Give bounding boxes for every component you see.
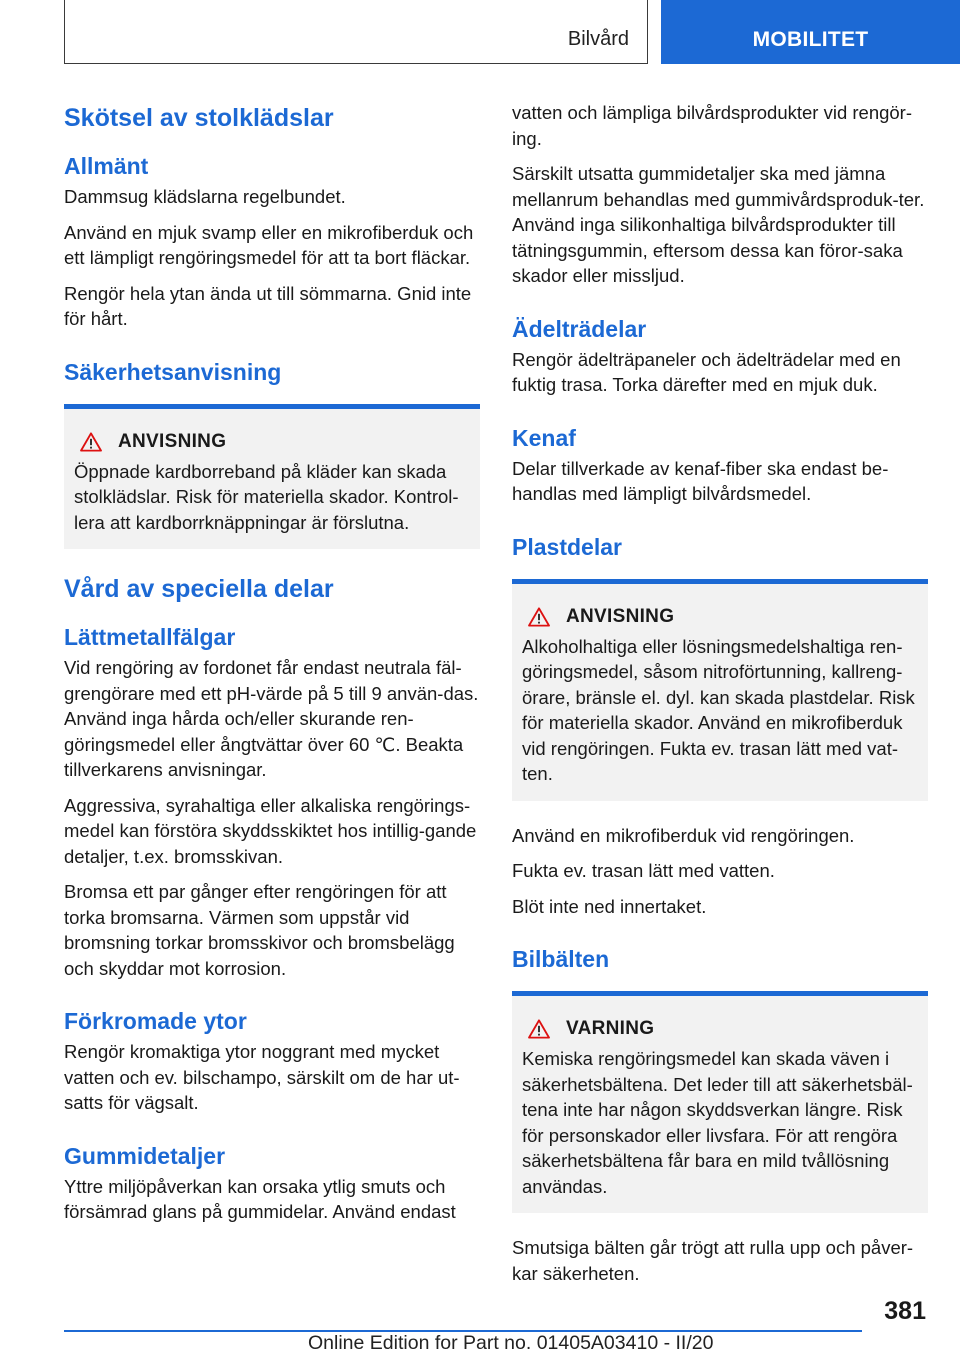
- notice-title: [522, 606, 918, 628]
- paragraph: Använd en mjuk svamp eller en mikrofiberduk och ett lämpligt rengöringsmedel för att ta bort fläckar.: [64, 221, 474, 268]
- warning-triangle-icon: [528, 1019, 550, 1039]
- notice-label: VARNING: [566, 1018, 655, 1039]
- paragraph: Blöt inte ned innertaket.: [512, 895, 707, 917]
- paragraph: Använd en mikrofiberduk vid rengöringen.: [512, 824, 855, 846]
- notice-box: [64, 404, 480, 550]
- heading-kenaf: Kenaf: [512, 424, 576, 451]
- section-title: Bilvård: [567, 28, 629, 50]
- paragraph: Särskilt utsatta gummidetaljer ska med jämna mellanrum behandlas med gummivårdsproduk‐ter. Använd inga silikonhaltiga bilvårdsprodukter till tätningsgummin, eftersom dessa kan föror‐saka skador eller missljud.: [512, 163, 925, 286]
- notice-label: ANVISNING: [566, 605, 675, 627]
- heading-gummi: Gummidetaljer: [64, 1142, 226, 1169]
- left-column: [64, 100, 480, 1235]
- header-section-box: [64, 0, 648, 64]
- section-heading-special-parts: Vård av speciella delar: [64, 575, 334, 603]
- paragraph: Vid rengöring av fordonet får endast neutrala fäl‐grengörare med ett pH-värde på 5 till 9 använ‐das. Använd inga hårda och/eller skurande ren‐göringsmedel eller ångtvättar över 60 ℃. Beakta tillverkarens anvisningar.: [64, 657, 479, 780]
- paragraph: Dammsug klädslarna regelbundet.: [64, 186, 346, 207]
- edition-label: Online Edition for Part no. 01405A03410 - II/20: [308, 1332, 714, 1354]
- heading-plast: Plastdelar: [512, 533, 622, 560]
- paragraph: vatten och lämpliga bilvårdsprodukter vid rengör‐ing.: [512, 102, 913, 149]
- right-column: [512, 100, 928, 1296]
- paragraph: Rengör hela ytan ända ut till sömmarna. Gnid inte för hårt.: [64, 282, 472, 329]
- paragraph: Rengör ädelträpaneler och ädelträdelar med en fuktig trasa. Torka därefter med en mjuk duk.: [512, 348, 901, 395]
- notice-text: Kemiska rengöringsmedel kan skada väven i säkerhetsbältena. Det leder till att säkerhetsbäl‐tena inte har någon skyddsverkan längre. Risk för personskador eller livsfara. För att rengöra säkerhetsbältena får bara en mild tvållösning användas.: [522, 1048, 913, 1197]
- paragraph: Smutsiga bälten går trögt att rulla upp och påver‐kar säkerheten.: [512, 1237, 914, 1284]
- notice-box: [512, 579, 928, 801]
- section-heading-upholstery: Skötsel av stolklädslar: [64, 104, 334, 132]
- heading-forkromade: Förkromade ytor: [64, 1008, 247, 1034]
- paragraph: Yttre miljöpåverkan kan orsaka ytlig smuts och försämrad glans på gummidelar. Använd endast: [64, 1175, 456, 1222]
- paragraph: Bromsa ett par gånger efter rengöringen för att torka bromsarna. Värmen som uppstår vid bromsning torkar bromsskivor och bromsbelägg och skyddar mot korrosion.: [64, 881, 455, 979]
- notice-text: Alkoholhaltiga eller lösningsmedelshaltiga ren‐göringsmedel, såsom nitroförtunning, kallreng‐örare, bränsle el. dyl. kan skada plastdelar. Risk för materiella skador. Använd en mikrofiberduk vid rengöringen. Fukta ev. trasan lätt med vat‐ten.: [522, 635, 915, 784]
- paragraph: Rengör kromaktiga ytor noggrant med mycket vatten och ev. bilschampo, särskilt om de har ut‐satts för vägsalt.: [64, 1041, 460, 1113]
- heading-lattmetall: Lättmetallfälgar: [64, 624, 236, 650]
- warning-triangle-icon: [528, 607, 550, 627]
- notice-text: Öppnade kardborreband på kläder kan skada stolklädslar. Risk för materiella skador. Kontrol‐lera att kardborrknäppningar är förslutna.: [74, 460, 459, 533]
- paragraph: Aggressiva, syrahaltiga eller alkaliska rengörings‐medel kan förstöra skyddsskiktet hos intillig‐gande detaljer, t.ex. bromsskivan.: [64, 794, 477, 867]
- warning-triangle-icon: [80, 432, 102, 452]
- page-number: 381: [884, 1297, 926, 1325]
- heading-sakerhet: Säkerhetsanvisning: [64, 358, 282, 385]
- paragraph: Delar tillverkade av kenaf-fiber ska endast be‐handlas med lämpligt bilvårdsmedel.: [512, 457, 889, 504]
- notice-title: [74, 431, 470, 453]
- heading-adeltra: Ädelträdelar: [512, 315, 647, 342]
- paragraph: Fukta ev. trasan lätt med vatten.: [512, 860, 775, 881]
- notice-label: ANVISNING: [118, 430, 227, 452]
- chapter-tab: MOBILITET: [661, 0, 960, 64]
- heading-allmant: Allmänt: [64, 153, 149, 179]
- heading-bilbalten: Bilbälten: [512, 946, 610, 972]
- warning-box: [512, 991, 928, 1213]
- notice-title: [522, 1018, 918, 1040]
